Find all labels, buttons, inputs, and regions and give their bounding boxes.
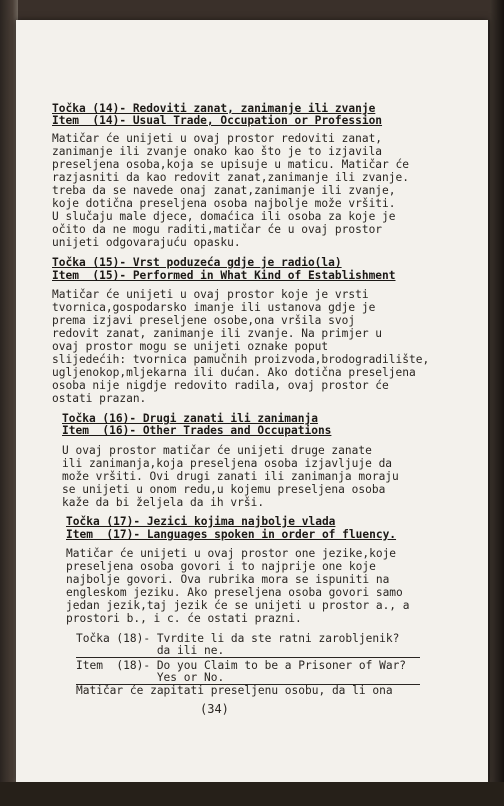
item-17-line: engleskom jeziku. Ako preseljena osoba govori samo bbox=[66, 586, 403, 599]
item-15-line: redovit zanat, zanimanje ili zvanje. Na primjer u bbox=[52, 327, 383, 340]
item-14-line: koje dotična preseljena osoba najbolje može vršiti. bbox=[52, 197, 396, 210]
item-18-divider bbox=[76, 657, 420, 658]
item-17-line: najbolje govori. Ova rubrika mora se ispuniti na bbox=[66, 573, 390, 586]
item-16-line: kaže da bi željela da ih vrši. bbox=[62, 496, 265, 509]
item-14-line: očito da ne mogu raditi,matičar će u ovaj prostor bbox=[52, 223, 383, 236]
document-page bbox=[16, 20, 488, 782]
item-14-heading-hr: Točka (14)- Redoviti zanat, zanimanje ili zvanje bbox=[52, 102, 376, 115]
item-16-line: U ovaj prostor matičar će unijeti druge zanate bbox=[62, 444, 372, 457]
item-14-line: preseljena osoba,koja se upisuje u maticu. Matičar će bbox=[52, 158, 409, 171]
item-14-line: Matičar će unijeti u ovaj prostor redoviti zanat, bbox=[52, 132, 383, 145]
item-15-heading-en: Item (15)- Performed in What Kind of Establishment bbox=[52, 269, 396, 282]
scan-bottom-border bbox=[0, 782, 504, 806]
page-number: (34) bbox=[200, 702, 229, 716]
item-15-line: Matičar će unijeti u ovaj prostor koje je vrsti bbox=[52, 288, 369, 301]
item-17-line: prostori b., i c. će ostati prazni. bbox=[66, 612, 302, 625]
item-14-heading-en: Item (14)- Usual Trade, Occupation or Profession bbox=[52, 114, 383, 127]
item-18-question-en: Item (18)- Do you Claim to be a Prisoner of War? bbox=[76, 659, 407, 672]
item-16-line: može vršiti. Ovi drugi zanati ili zanimanja moraju bbox=[62, 470, 399, 483]
item-15-line: osoba nije nigdje redovito radila, ovaj prostor će bbox=[52, 379, 389, 392]
item-15-line: ovaj prostor mogu se unijeti oznake poput bbox=[52, 340, 329, 353]
item-16-line: se unijeti u onom redu,u kojemu preseljena osoba bbox=[62, 483, 386, 496]
item-14-line: treba da se navede onaj zanat,zanimanje ili zvanje, bbox=[52, 184, 396, 197]
item-17-line: Matičar će unijeti u ovaj prostor one jezike,koje bbox=[66, 547, 397, 560]
item-15-heading-hr: Točka (15)- Vrst poduzeća gdje je radio(la) bbox=[52, 256, 342, 269]
item-14-line: unijeti odgovarajuću opasku. bbox=[52, 236, 241, 249]
item-15-line: slijedećih: tvornica pamučnih proizvoda,brodogradilište, bbox=[52, 353, 430, 366]
item-17-line: jedan jezik,taj jezik će se unijeti u prostor a., a bbox=[66, 599, 410, 612]
item-16-heading-en: Item (16)- Other Trades and Occupations bbox=[62, 424, 332, 437]
item-18-body: Matičar će zapitati preseljenu osobu, da li ona bbox=[76, 684, 393, 697]
item-18-answer-hr: da ili ne. bbox=[76, 644, 225, 657]
item-17-heading-hr: Točka (17)- Jezici kojima najbolje vlada bbox=[66, 515, 336, 528]
scan-top-border bbox=[0, 0, 504, 20]
item-18-answer-en: Yes or No. bbox=[76, 671, 225, 684]
item-18-question-hr: Točka (18)- Tvrdite li da ste ratni zarobljenik? bbox=[76, 632, 400, 645]
item-16-line: ili zanimanja,koja preseljena osoba izjavljuje da bbox=[62, 457, 393, 470]
item-15-line: ugljenokop,mljekarna ili dućan. Ako dotična preseljena bbox=[52, 366, 416, 379]
item-14-line: razjasniti da kao redovit zanat,zanimanje ili zvanje. bbox=[52, 171, 409, 184]
scan-right-border bbox=[490, 0, 504, 806]
item-14-line: U slučaju male djece, domaćica ili osoba za koje je bbox=[52, 210, 396, 223]
item-16-heading-hr: Točka (16)- Drugi zanati ili zanimanja bbox=[62, 412, 318, 425]
item-14-line: zanimanje ili zvanje onako kao što je to izjavila bbox=[52, 145, 383, 158]
item-15-line: tvornica,gospodarsko imanje ili ustanova gdje je bbox=[52, 301, 376, 314]
item-15-line: ostati prazan. bbox=[52, 392, 147, 405]
item-17-line: preseljena osoba govori i to najprije one koje bbox=[66, 560, 376, 573]
item-17-heading-en: Item (17)- Languages spoken in order of fluency. bbox=[66, 528, 397, 541]
item-15-line: prema izjavi preseljene osobe,ona vršila svoj bbox=[52, 314, 356, 327]
